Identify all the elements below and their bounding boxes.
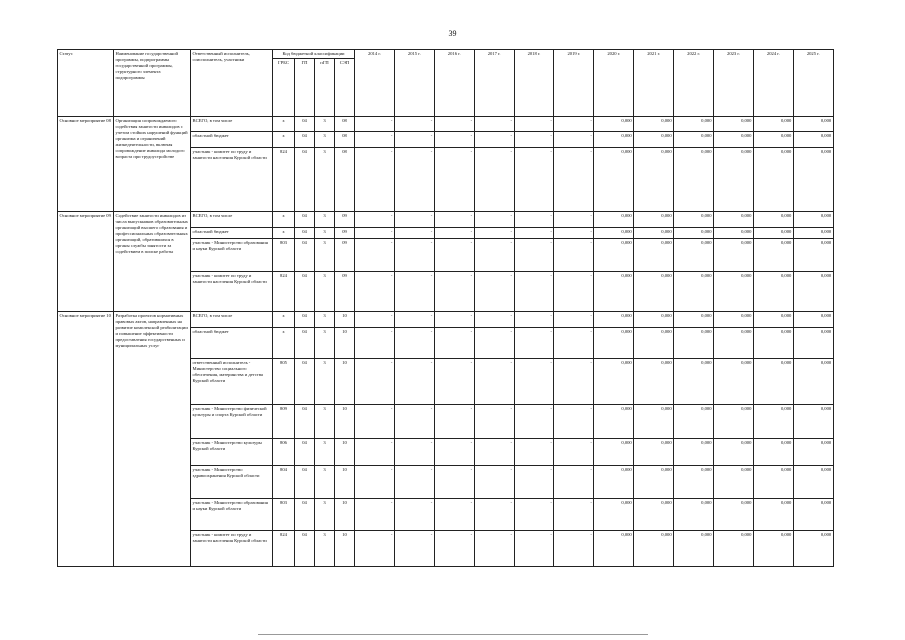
year-value-cell: - — [434, 531, 474, 567]
year-value-cell: 0,000 — [753, 312, 793, 328]
budget-code-cell: 3 — [315, 405, 335, 439]
year-value-cell: 0,000 — [594, 272, 634, 312]
budget-code-cell: 10 — [335, 405, 355, 439]
header-status: Статус — [58, 50, 114, 117]
year-value-cell: 0,000 — [634, 212, 674, 228]
year-value-cell: 0,000 — [714, 328, 754, 359]
year-value-cell: - — [554, 405, 594, 439]
year-value-cell: - — [474, 212, 514, 228]
year-value-cell: 0,000 — [714, 359, 754, 405]
year-value-cell: 0,000 — [714, 212, 754, 228]
year-value-cell: 0,000 — [753, 466, 793, 499]
year-value-cell: 0,000 — [674, 228, 714, 239]
year-value-cell: - — [554, 117, 594, 132]
budget-code-cell: 10 — [335, 328, 355, 359]
year-value-cell: - — [355, 405, 395, 439]
year-value-cell: 0,000 — [714, 239, 754, 272]
year-value-cell: 0,000 — [634, 359, 674, 405]
year-value-cell: - — [554, 212, 594, 228]
executor-cell: участник - Министерство здравоохранения Курской области — [191, 466, 273, 499]
year-value-cell: - — [554, 359, 594, 405]
budget-code-cell: 04 — [295, 212, 315, 228]
year-value-cell: 0,000 — [714, 312, 754, 328]
year-value-cell: - — [355, 359, 395, 405]
year-value-cell: 0,000 — [674, 272, 714, 312]
year-value-cell: - — [474, 466, 514, 499]
year-value-cell: 0,000 — [793, 359, 833, 405]
year-value-cell: 0,000 — [753, 148, 793, 212]
budget-code-cell: х — [273, 117, 295, 132]
header-code: СЭП — [335, 59, 355, 117]
year-value-cell: 0,000 — [793, 328, 833, 359]
year-value-cell: 0,000 — [793, 439, 833, 466]
measure-name: Разработка проектов нормативных правовых актов, направленных на развитие комплексной реабилитации и повышение эффективности предоставления государственных и муниципальных услуг — [114, 312, 191, 567]
year-value-cell: - — [554, 148, 594, 212]
year-value-cell: 0,000 — [793, 212, 833, 228]
year-value-cell: 0,000 — [594, 405, 634, 439]
year-value-cell: - — [554, 272, 594, 312]
executor-cell: областной бюджет — [191, 132, 273, 148]
table-row — [58, 212, 834, 228]
budget-code-cell: 04 — [295, 466, 315, 499]
budget-code-cell: 10 — [335, 531, 355, 567]
year-value-cell: 0,000 — [793, 117, 833, 132]
budget-code-cell: 3 — [315, 117, 335, 132]
budget-code-cell: 10 — [335, 466, 355, 499]
budget-code-cell: 3 — [315, 132, 335, 148]
year-value-cell: - — [434, 359, 474, 405]
year-value-cell: - — [355, 312, 395, 328]
year-value-cell: 0,000 — [634, 439, 674, 466]
year-value-cell: 0,000 — [634, 499, 674, 531]
executor-cell: ВСЕГО, в том числе — [191, 212, 273, 228]
year-value-cell: 0,000 — [634, 312, 674, 328]
header-year: 2014 г. — [355, 50, 395, 117]
year-value-cell: - — [514, 148, 554, 212]
year-value-cell: - — [355, 228, 395, 239]
year-value-cell: - — [474, 312, 514, 328]
year-value-cell: - — [394, 148, 434, 212]
budget-code-cell: 09 — [335, 212, 355, 228]
year-value-cell: - — [434, 312, 474, 328]
year-value-cell: - — [474, 359, 514, 405]
year-value-cell: - — [394, 212, 434, 228]
executor-cell: участник - комитет по труду и занятости населения Курской области — [191, 148, 273, 212]
header-code: ГРБС — [273, 59, 295, 117]
budget-code-cell: 3 — [315, 466, 335, 499]
year-value-cell: 0,000 — [594, 499, 634, 531]
budget-code-cell: 04 — [295, 228, 315, 239]
executor-cell: участник - Министерство физической культуры и спорта Курской области — [191, 405, 273, 439]
year-value-cell: 0,000 — [753, 132, 793, 148]
year-value-cell: 0,000 — [594, 359, 634, 405]
year-value-cell: - — [474, 132, 514, 148]
year-value-cell: - — [355, 272, 395, 312]
budget-code-cell: 08 — [335, 148, 355, 212]
year-value-cell: - — [394, 439, 434, 466]
year-value-cell: - — [474, 499, 514, 531]
year-value-cell: - — [434, 328, 474, 359]
year-value-cell: - — [474, 239, 514, 272]
budget-code-cell: 3 — [315, 531, 335, 567]
year-value-cell: - — [554, 439, 594, 466]
year-value-cell: - — [514, 228, 554, 239]
year-value-cell: - — [554, 466, 594, 499]
header-year: 2024 г. — [753, 50, 793, 117]
year-value-cell: 0,000 — [753, 405, 793, 439]
year-value-cell: - — [434, 439, 474, 466]
budget-code-cell: 824 — [273, 148, 295, 212]
year-value-cell: - — [434, 132, 474, 148]
year-value-cell: - — [434, 212, 474, 228]
budget-table — [57, 49, 834, 567]
budget-code-cell: 04 — [295, 359, 315, 405]
year-value-cell: - — [355, 239, 395, 272]
year-value-cell: 0,000 — [594, 228, 634, 239]
executor-cell: ВСЕГО, в том числе — [191, 312, 273, 328]
budget-code-cell: 3 — [315, 359, 335, 405]
budget-code-cell: 3 — [315, 328, 335, 359]
table-row — [58, 117, 834, 132]
year-value-cell: 0,000 — [793, 148, 833, 212]
year-value-cell: 0,000 — [753, 328, 793, 359]
year-value-cell: 0,000 — [634, 328, 674, 359]
year-value-cell: 0,000 — [594, 132, 634, 148]
budget-code-cell: 04 — [295, 148, 315, 212]
executor-cell: областной бюджет — [191, 328, 273, 359]
year-value-cell: 0,000 — [753, 499, 793, 531]
year-value-cell: 0,000 — [714, 439, 754, 466]
year-value-cell: - — [514, 405, 554, 439]
year-value-cell: 0,000 — [753, 359, 793, 405]
year-value-cell: - — [474, 148, 514, 212]
measure-status: Основное мероприятие 08 — [58, 117, 114, 212]
year-value-cell: 0,000 — [674, 499, 714, 531]
year-value-cell: 0,000 — [674, 405, 714, 439]
year-value-cell: - — [474, 405, 514, 439]
budget-code-cell: 09 — [335, 272, 355, 312]
year-value-cell: 0,000 — [753, 272, 793, 312]
header-executor: Ответственный исполнитель, соисполнитель, участники — [191, 50, 273, 117]
budget-code-cell: 04 — [295, 239, 315, 272]
year-value-cell: - — [514, 272, 554, 312]
year-value-cell: 0,000 — [634, 228, 674, 239]
year-value-cell: 0,000 — [674, 239, 714, 272]
year-value-cell: - — [394, 272, 434, 312]
year-value-cell: 0,000 — [793, 312, 833, 328]
year-value-cell: - — [514, 466, 554, 499]
budget-code-cell: 04 — [295, 531, 315, 567]
year-value-cell: 0,000 — [594, 117, 634, 132]
year-value-cell: 0,000 — [674, 117, 714, 132]
year-value-cell: - — [394, 228, 434, 239]
budget-code-cell: 803 — [273, 239, 295, 272]
header-year: 2018 г. — [514, 50, 554, 117]
budget-code-cell: х — [273, 132, 295, 148]
year-value-cell: - — [514, 132, 554, 148]
executor-cell: участник - комитет по труду и занятости населения Курской области — [191, 531, 273, 567]
budget-code-cell: 10 — [335, 499, 355, 531]
header-year: 2020 г. — [594, 50, 634, 117]
year-value-cell: - — [355, 499, 395, 531]
year-value-cell: - — [554, 312, 594, 328]
year-value-cell: 0,000 — [714, 132, 754, 148]
year-value-cell: 0,000 — [674, 312, 714, 328]
year-value-cell: - — [355, 148, 395, 212]
budget-code-cell: 10 — [335, 439, 355, 466]
executor-cell: ВСЕГО, в том числе — [191, 117, 273, 132]
header-year: 2016 г. — [434, 50, 474, 117]
year-value-cell: - — [474, 439, 514, 466]
year-value-cell: 0,000 — [674, 148, 714, 212]
year-value-cell: 0,000 — [674, 531, 714, 567]
year-value-cell: 0,000 — [714, 272, 754, 312]
executor-cell: участник - Министерство образования и науки Курской области — [191, 239, 273, 272]
budget-code-cell: 809 — [273, 405, 295, 439]
header-year: 2015 г. — [394, 50, 434, 117]
year-value-cell: - — [355, 117, 395, 132]
year-value-cell: - — [554, 132, 594, 148]
year-value-cell: - — [434, 239, 474, 272]
year-value-cell: 0,000 — [793, 405, 833, 439]
year-value-cell: - — [434, 148, 474, 212]
year-value-cell: - — [394, 132, 434, 148]
budget-code-cell: 10 — [335, 312, 355, 328]
year-value-cell: 0,000 — [793, 228, 833, 239]
budget-code-cell: 09 — [335, 239, 355, 272]
budget-code-cell: 3 — [315, 499, 335, 531]
year-value-cell: - — [514, 117, 554, 132]
year-value-cell: - — [434, 228, 474, 239]
year-value-cell: 0,000 — [594, 531, 634, 567]
year-value-cell: 0,000 — [634, 531, 674, 567]
year-value-cell: - — [355, 328, 395, 359]
year-value-cell: 0,000 — [753, 239, 793, 272]
year-value-cell: - — [355, 531, 395, 567]
year-value-cell: 0,000 — [594, 239, 634, 272]
header-code: пГП — [315, 59, 335, 117]
budget-code-cell: 04 — [295, 117, 315, 132]
header-code: ГП — [295, 59, 315, 117]
year-value-cell: 0,000 — [793, 239, 833, 272]
year-value-cell: - — [394, 466, 434, 499]
budget-code-cell: 08 — [335, 132, 355, 148]
year-value-cell: 0,000 — [714, 228, 754, 239]
year-value-cell: - — [514, 328, 554, 359]
budget-code-cell: х — [273, 328, 295, 359]
year-value-cell: 0,000 — [594, 466, 634, 499]
year-value-cell: - — [474, 117, 514, 132]
divider — [258, 634, 648, 635]
budget-code-cell: 824 — [273, 272, 295, 312]
year-value-cell: - — [514, 359, 554, 405]
year-value-cell: 0,000 — [674, 132, 714, 148]
header-year: 2017 г. — [474, 50, 514, 117]
year-value-cell: 0,000 — [714, 466, 754, 499]
year-value-cell: 0,000 — [674, 439, 714, 466]
year-value-cell: 0,000 — [594, 328, 634, 359]
year-value-cell: 0,000 — [594, 439, 634, 466]
executor-cell: ответственный исполнитель - Министерство социального обеспечения, материнства и детства Курской области — [191, 359, 273, 405]
year-value-cell: - — [394, 117, 434, 132]
year-value-cell: 0,000 — [634, 148, 674, 212]
year-value-cell: - — [554, 228, 594, 239]
year-value-cell: - — [355, 466, 395, 499]
budget-code-cell: 04 — [295, 439, 315, 466]
year-value-cell: - — [394, 405, 434, 439]
measure-status: Основное мероприятие 10 — [58, 312, 114, 567]
year-value-cell: 0,000 — [714, 148, 754, 212]
year-value-cell: 0,000 — [594, 212, 634, 228]
budget-code-cell: 04 — [295, 499, 315, 531]
year-value-cell: - — [394, 531, 434, 567]
year-value-cell: 0,000 — [753, 439, 793, 466]
year-value-cell: - — [554, 239, 594, 272]
year-value-cell: - — [394, 239, 434, 272]
year-value-cell: 0,000 — [634, 405, 674, 439]
year-value-cell: - — [355, 212, 395, 228]
budget-code-cell: 3 — [315, 239, 335, 272]
year-value-cell: - — [514, 531, 554, 567]
executor-cell: участник - Министерство культуры Курской области — [191, 439, 273, 466]
budget-code-cell: 08 — [335, 117, 355, 132]
year-value-cell: - — [355, 132, 395, 148]
year-value-cell: 0,000 — [714, 405, 754, 439]
budget-code-cell: 04 — [295, 132, 315, 148]
header-year: 2023 г. — [714, 50, 754, 117]
year-value-cell: - — [394, 499, 434, 531]
year-value-cell: - — [394, 328, 434, 359]
year-value-cell: - — [474, 272, 514, 312]
year-value-cell: 0,000 — [594, 312, 634, 328]
year-value-cell: 0,000 — [674, 466, 714, 499]
year-value-cell: 0,000 — [674, 328, 714, 359]
executor-cell: участник - Министерство образования и науки Курской области — [191, 499, 273, 531]
year-value-cell: 0,000 — [753, 212, 793, 228]
year-value-cell: 0,000 — [594, 148, 634, 212]
year-value-cell: 0,000 — [634, 272, 674, 312]
year-value-cell: 0,000 — [634, 132, 674, 148]
year-value-cell: - — [554, 531, 594, 567]
budget-code-cell: 3 — [315, 272, 335, 312]
year-value-cell: - — [554, 328, 594, 359]
budget-code-cell: 09 — [335, 228, 355, 239]
year-value-cell: 0,000 — [793, 132, 833, 148]
year-value-cell: - — [514, 439, 554, 466]
budget-code-cell: 803 — [273, 499, 295, 531]
header-year: 2022 г. — [674, 50, 714, 117]
budget-code-cell: 3 — [315, 148, 335, 212]
year-value-cell: - — [474, 328, 514, 359]
header-year: 2021 г. — [634, 50, 674, 117]
year-value-cell: - — [394, 312, 434, 328]
year-value-cell: 0,000 — [634, 117, 674, 132]
year-value-cell: - — [514, 499, 554, 531]
budget-code-cell: х — [273, 312, 295, 328]
budget-code-cell: х — [273, 212, 295, 228]
year-value-cell: - — [514, 212, 554, 228]
budget-code-cell: 04 — [295, 328, 315, 359]
budget-code-cell: 804 — [273, 466, 295, 499]
executor-cell: участник - комитет по труду и занятости населения Курской области — [191, 272, 273, 312]
budget-code-cell: 824 — [273, 531, 295, 567]
year-value-cell: 0,000 — [793, 499, 833, 531]
budget-code-cell: 806 — [273, 439, 295, 466]
header-year: 2019 г. — [554, 50, 594, 117]
header-year: 2025 г. — [793, 50, 833, 117]
year-value-cell: 0,000 — [674, 359, 714, 405]
year-value-cell: 0,000 — [793, 531, 833, 567]
budget-code-cell: 3 — [315, 228, 335, 239]
year-value-cell: - — [514, 312, 554, 328]
year-value-cell: - — [434, 466, 474, 499]
year-value-cell: - — [434, 272, 474, 312]
year-value-cell: - — [474, 531, 514, 567]
table-body — [58, 117, 834, 567]
year-value-cell: - — [434, 405, 474, 439]
budget-code-cell: 04 — [295, 272, 315, 312]
budget-code-cell: 10 — [335, 359, 355, 405]
budget-code-cell: 04 — [295, 312, 315, 328]
header-name: Наименование государственной программы, подпрограммы государственной программы, структурного элемента подпрограммы — [114, 50, 191, 117]
executor-cell: областной бюджет — [191, 228, 273, 239]
measure-status: Основное мероприятие 09 — [58, 212, 114, 312]
year-value-cell: - — [434, 117, 474, 132]
year-value-cell: 0,000 — [714, 531, 754, 567]
year-value-cell: 0,000 — [714, 117, 754, 132]
measure-name: Организация сопровождаемого содействия занятости инвалидов с учетом стойких нарушений функций организма и ограничений жизнедеятельности, включая сопровождение инвалида молодого возраста при трудоустройстве — [114, 117, 191, 212]
budget-code-cell: х — [273, 228, 295, 239]
budget-code-cell: 3 — [315, 212, 335, 228]
budget-code-cell: 805 — [273, 359, 295, 405]
year-value-cell: 0,000 — [634, 239, 674, 272]
budget-code-cell: 3 — [315, 439, 335, 466]
year-value-cell: - — [514, 239, 554, 272]
year-value-cell: - — [434, 499, 474, 531]
header-budget-code: Код бюджетной классификации — [273, 50, 355, 59]
measure-name: Содействие занятости инвалидов из числа выпускников образовательных организаций высшего образования и профессиональных образовательных организаций, обратившихся в органы службы занятости за содействием в поиске работы — [114, 212, 191, 312]
year-value-cell: - — [474, 228, 514, 239]
year-value-cell: - — [355, 439, 395, 466]
table-row — [58, 312, 834, 328]
budget-code-cell: 3 — [315, 312, 335, 328]
year-value-cell: - — [554, 499, 594, 531]
year-value-cell: 0,000 — [674, 212, 714, 228]
year-value-cell: 0,000 — [753, 117, 793, 132]
year-value-cell: 0,000 — [634, 466, 674, 499]
year-value-cell: 0,000 — [793, 272, 833, 312]
year-value-cell: - — [394, 359, 434, 405]
budget-code-cell: 04 — [295, 405, 315, 439]
year-value-cell: 0,000 — [793, 466, 833, 499]
page-number: 39 — [448, 29, 457, 38]
year-value-cell: 0,000 — [714, 499, 754, 531]
year-value-cell: 0,000 — [753, 531, 793, 567]
year-value-cell: 0,000 — [753, 228, 793, 239]
